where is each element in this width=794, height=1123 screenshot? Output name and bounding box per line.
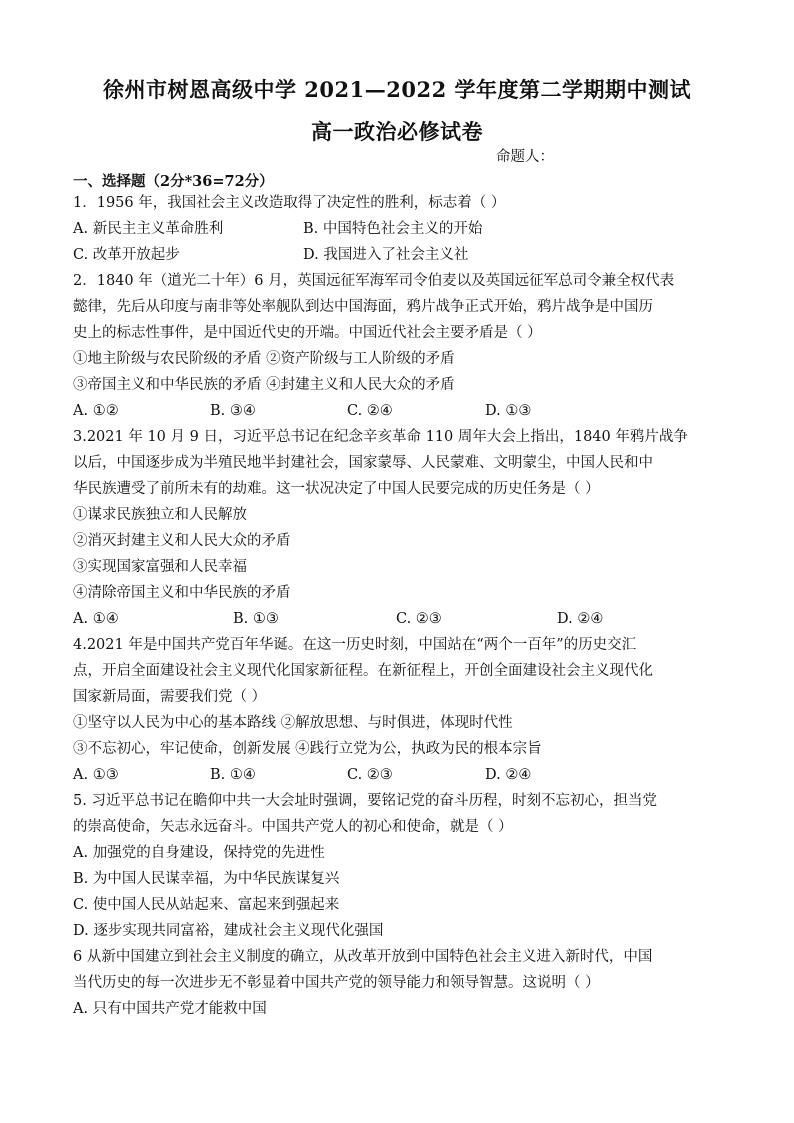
q5-option-a: A. 加强党的自身建设，保持党的先进性 <box>73 845 325 861</box>
q2-stem-line-3: 史上的标志性事件，是中国近代史的开端。中国近代社会主要矛盾是（ ） <box>73 325 542 341</box>
q3-option-a: A. ①④ <box>73 611 119 627</box>
exam-subtitle: 高一政治必修试卷 <box>311 119 483 144</box>
q4-stem-line-2: 点，开启全面建设社会主义现代化国家新征程。在新征程上，开创全面建设社会主义现代化 <box>73 663 653 679</box>
q4-option-c: C. ②③ <box>347 767 393 783</box>
q5-option-d: D. 逐步实现共同富裕，建成社会主义现代化强国 <box>73 923 384 939</box>
q3-statement-4: ④清除帝国主义和中华民族的矛盾 <box>73 585 291 601</box>
q3-statement-3: ③实现国家富强和人民幸福 <box>73 559 247 575</box>
q4-option-a: A. ①③ <box>73 767 119 783</box>
q3-statement-2: ②消灭封建主义和人民大众的矛盾 <box>73 533 291 549</box>
q5-option-b: B. 为中国人民谋幸福，为中华民族谋复兴 <box>73 871 340 887</box>
q2-statement-line-2: ③帝国主义和中华民族的矛盾 ④封建主义和人民大众的矛盾 <box>73 377 455 393</box>
q4-stem-line-1: 4.2021 年是中国共产党百年华诞。在这一历史时刻，中国站在“两个一百年”的历史交汇 <box>73 637 637 653</box>
q5-stem-line-1: 5. 习近平总书记在瞻仰中共一大会址时强调，要铭记党的奋斗历程，时刻不忘初心，担当党 <box>73 793 657 809</box>
q1-stem: 1．1956 年，我国社会主义改造取得了决定性的胜利，标志着（ ） <box>73 195 506 211</box>
q3-stem-line-2: 以后，中国逐步成为半殖民地半封建社会，国家蒙辱、人民蒙难、文明蒙尘，中国人民和中 <box>73 455 653 471</box>
section-heading: 一、选择题（2分*36=72分） <box>73 173 274 190</box>
q1-option-c: C. 改革开放起步 <box>73 247 180 263</box>
q6-stem-line-2: 当代历史的每一次进步无不彰显着中国共产党的领导能力和领导智慧。这说明（ ） <box>73 975 600 991</box>
q1-option-a: A. 新民主主义革命胜利 <box>73 221 224 237</box>
q2-stem-line-1: 2．1840 年（道光二十年）6 月，英国远征军海军司令伯麦以及英国远征军总司令兼全权代表 <box>73 273 675 289</box>
q2-option-a: A. ①② <box>73 403 119 419</box>
q1-option-b: B. 中国特色社会主义的开始 <box>303 221 483 237</box>
q2-option-c: C. ②④ <box>347 403 393 419</box>
q2-option-b: B. ③④ <box>210 403 256 419</box>
q2-option-d: D. ①③ <box>485 403 532 419</box>
q4-option-b: B. ①④ <box>210 767 256 783</box>
q6-option-a: A. 只有中国共产党才能救中国 <box>73 1001 267 1017</box>
q4-statement-line-2: ③不忘初心，牢记使命，创新发展 ④践行立党为公，执政为民的根本宗旨 <box>73 741 542 757</box>
q5-option-c: C. 使中国人民从站起来、富起来到强起来 <box>73 897 340 913</box>
q3-stem-line-1: 3.2021 年 10 月 9 日，习近平总书记在纪念辛亥革命 110 周年大会上指出，1840 年鸦片战争 <box>73 429 688 445</box>
exam-title: 徐州市树恩高级中学 2021—2022 学年度第二学期期中测试 <box>102 77 691 102</box>
q4-statement-line-1: ①坚守以人民为中心的基本路线 ②解放思想、与时俱进，体现时代性 <box>73 715 513 731</box>
q2-statement-line-1: ①地主阶级与农民阶级的矛盾 ②资产阶级与工人阶级的矛盾 <box>73 351 455 367</box>
q2-stem-line-2: 懿律，先后从印度与南非等处率舰队到达中国海面，鸦片战争正式开始，鸦片战争是中国历 <box>73 299 653 315</box>
q4-stem-line-3: 国家新局面，需要我们党（ ） <box>73 689 267 705</box>
q4-option-d: D. ②④ <box>485 767 532 783</box>
q1-option-d: D. 我国进入了社会主义社 <box>303 247 469 263</box>
q6-stem-line-1: 6 从新中国建立到社会主义制度的确立，从改革开放到中国特色社会主义进入新时代，中国 <box>73 949 653 965</box>
q3-statement-1: ①谋求民族独立和人民解放 <box>73 507 247 523</box>
author-label: 命题人： <box>496 149 554 165</box>
q3-option-b: B. ①③ <box>233 611 279 627</box>
q3-stem-line-3: 华民族遭受了前所未有的劫难。这一状况决定了中国人民要完成的历史任务是（ ） <box>73 481 600 497</box>
q5-stem-line-2: 的崇高使命，矢志永远奋斗。中国共产党人的初心和使命，就是（ ） <box>73 819 513 835</box>
q3-option-c: C. ②③ <box>396 611 442 627</box>
q3-option-d: D. ②④ <box>557 611 604 627</box>
